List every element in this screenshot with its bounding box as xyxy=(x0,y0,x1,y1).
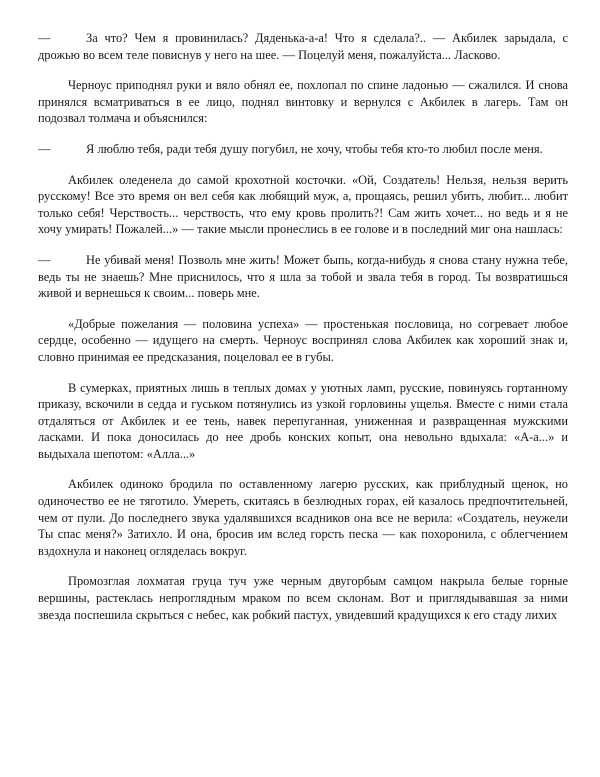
paragraph-text: Черноус приподнял руки и вяло обнял ее, похлопал по спине ладонью — сжалился. И снова принялся всматриваться в ее лицо, поднял винтовку и вернулся с Акбилек в лагерь. Там он подозвал толмача и объяснился: xyxy=(38,78,568,126)
paragraph-text: За что? Чем я провинилась? Дяденька-а-а! Что я сделала?.. — Акбилек зарыдала, с дрожью во всем теле повиснув у него на шее. — Поцелуй меня, пожалуйста... Ласково. xyxy=(38,31,568,62)
paragraph-narrative-2 xyxy=(38,172,568,238)
paragraph-narrative-6 xyxy=(38,573,568,623)
paragraph-text: Акбилек одиноко бродила по оставленному лагерю русских, как приблудный щенок, но одиночество ее не тяготило. Умереть, скитаясь в безлюдных горах, ей казалось предпочтительней, чем от пули. До последнего звука удалявшихся всадников она все не верила: «Создатель, неужели Ты спас меня?» Затихло. И она, бросив им вслед горсть песка — как похоронила, с облегчением вздохнула и наконец огляделась вокруг. xyxy=(38,477,568,558)
paragraph-text: Не убивай меня! Позволь мне жить! Может быпь, когда-нибудь я снова стану нужна тебе, ведь ты не знаешь? Мне приснилось, что я шла за тобой и звала тебя в город. Ты возвратишься живой и вернешься к своим... поверь мне. xyxy=(38,252,568,301)
dialogue-dash-icon: — xyxy=(38,141,51,156)
paragraph-text: «Добрые пожелания — половина успеха» — простенькая пословица, но согревает любое сердце, особенно — идущего на смерть. Черноус воспринял слова Акбилек как хороший знак и, словно принимая ее предсказания, поцеловал ее в губы. xyxy=(38,316,568,364)
dialogue-dash-icon: — xyxy=(38,31,51,45)
paragraph-narrative-1 xyxy=(38,77,568,127)
dialogue-dash-icon: — xyxy=(38,252,51,267)
paragraph-dialogue-1 xyxy=(38,30,568,63)
paragraph-text: Я люблю тебя, ради тебя душу погубил, не хочу, чтобы тебя кто-то любил после меня. xyxy=(86,141,543,156)
paragraph-dialogue-2 xyxy=(38,141,568,158)
paragraph-narrative-5 xyxy=(38,476,568,559)
paragraph-dialogue-3 xyxy=(38,252,568,302)
paragraph-text: В сумерках, приятных лишь в теплых домах у уютных ламп, русские, повинуясь гортанному приказу, вскочили в седда и гуськом потянулись из узкой горловины ущелья. Вместе с ними стала отдаляться от Акбилек и ее тень, навек перепуганная, униженная и развращенная мужскими ласками. И пока доносилась до нее дробь конских копыт, она невольно вдыхала: «А-а...» и выдыхала шепотом: «Алла...» xyxy=(38,380,568,461)
paragraph-text: Акбилек оледенела до самой крохотной косточки. «Ой, Создатель! Нельзя, нельзя верить русскому! Все это время он вел себя как любящий муж, а, прощаясь, решил убить, любит... любит только себя! Черствость... черствость, что ему кровь пролить?! Сам жить хочет... но ведь и я не хочу умирать! Пожалей...» — такие мысли пронеслись в ее голове и в последний миг она нашлась: xyxy=(38,172,568,237)
paragraph-narrative-3 xyxy=(38,316,568,366)
paragraph-text: Промозглая лохматая груца туч уже черным двугорбым самцом накрыла белые горные вершины, растеклась непроглядным мраком по всем склонам. Вот и приглядывавшая за ними звезда поспешила скрыться с небес, как робкий пастух, увидевший крадущихся к его стаду лихих xyxy=(38,574,568,622)
paragraph-narrative-4 xyxy=(38,380,568,463)
